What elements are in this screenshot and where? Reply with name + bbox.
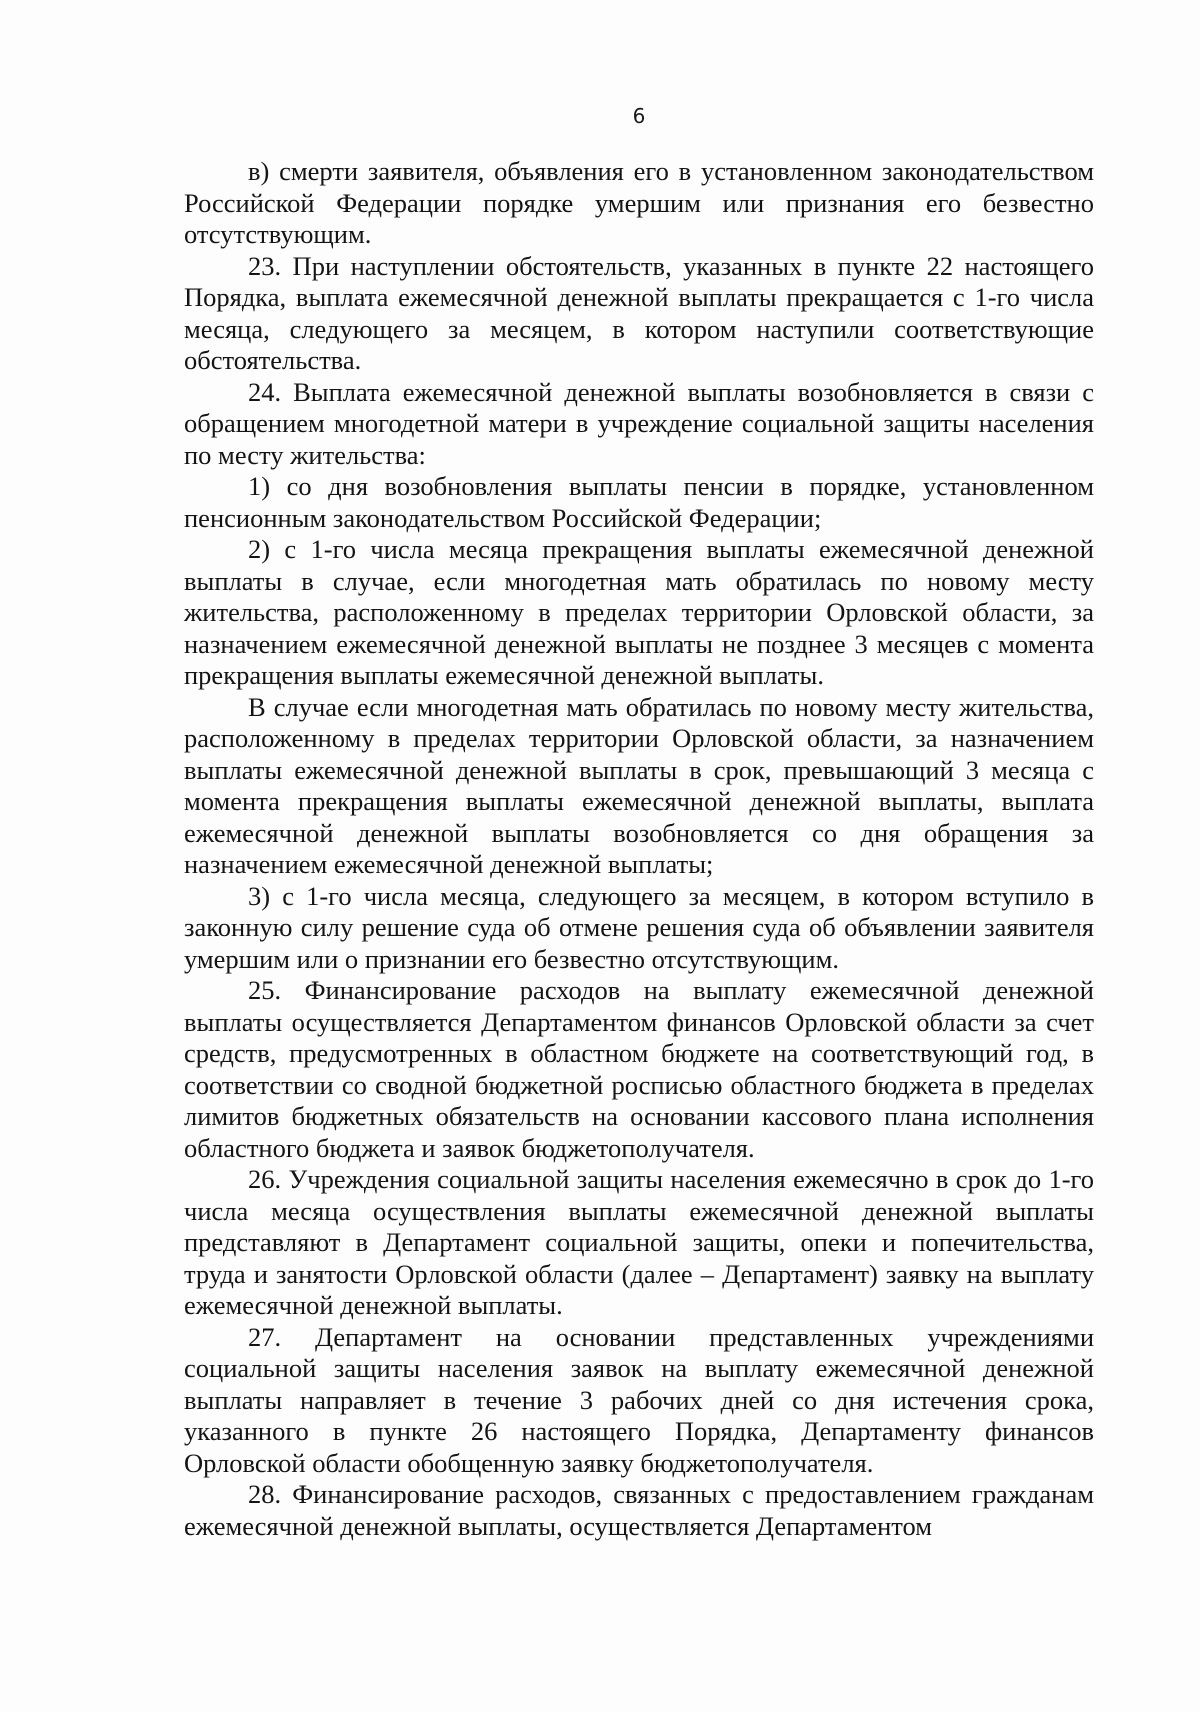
paragraph-24-item-2: 2) с 1-го числа месяца прекращения выплаты ежемесячной денежной выплаты в случае, если многодетная мать обратилась по новому месту жительства, расположенному в пределах территории Орловской области, за назначением ежемесячной денежной выплаты не позднее 3 месяцев с момента прекращения выплаты ежемесячной денежной выплаты.	[184, 534, 1094, 690]
document-body	[184, 156, 1094, 1542]
paragraph-23: 23. При наступлении обстоятельств, указанных в пункте 22 настоящего Порядка, выплата ежемесячной денежной выплаты прекращается с 1-го числа месяца, следующего за месяцем, в котором наступили соответствующие обстоятельства.	[184, 250, 1094, 375]
paragraph-25: 25. Финансирование расходов на выплату ежемесячной денежной выплаты осуществляется Департаментом финансов Орловской области за счет средств, предусмотренных в областном бюджете на соответствующий год, в соответствии со сводной бюджетной росписью областного бюджета в пределах лимитов бюджетных обязательств на основании кассового плана исполнения областного бюджета и заявок бюджетополучателя.	[184, 975, 1094, 1163]
paragraph-28: 28. Финансирование расходов, связанных с предоставлением гражданам ежемесячной денежной выплаты, осуществляется Департаментом	[184, 1479, 1094, 1541]
paragraph-26: 26. Учреждения социальной защиты населения ежемесячно в срок до 1-го числа месяца осуществления выплаты ежемесячной денежной выплаты представляют в Департамент социальной защиты, опеки и попечительства, труда и занятости Орловской области (далее – Департамент) заявку на выплату ежемесячной денежной выплаты.	[184, 1164, 1094, 1320]
paragraph-27: 27. Департамент на основании представленных учреждениями социальной защиты населения заявок на выплату ежемесячной денежной выплаты направляет в течение 3 рабочих дней со дня истечения срока, указанного в пункте 26 настоящего Порядка, Департаменту финансов Орловской области обобщенную заявку бюджетополучателя.	[184, 1321, 1094, 1478]
paragraph-24: 24. Выплата ежемесячной денежной выплаты возобновляется в связи с обращением многодетной матери в учреждение социальной защиты населения по месту жительства:	[184, 376, 1094, 470]
paragraph-24-item-2-note: В случае если многодетная мать обратилась по новому месту жительства, расположенному в пределах территории Орловской области, за назначением выплаты ежемесячной денежной выплаты в срок, превышающий 3 месяца с момента прекращения выплаты ежемесячной денежной выплаты, выплата ежемесячной денежной выплаты возобновляется со дня обращения за назначением ежемесячной денежной выплаты;	[184, 691, 1094, 879]
paragraph-24-item-3: 3) с 1-го числа месяца, следующего за месяцем, в котором вступило в законную силу решение суда об отмене решения суда об объявлении заявителя умершим или о признании его безвестно отсутствующим.	[184, 880, 1094, 974]
paragraph-clause-v: в) смерти заявителя, объявления его в установленном законодательством Российской Федерации порядке умершим или признания его безвестно отсутствующим.	[184, 156, 1094, 249]
paragraph-24-item-1: 1) со дня возобновления выплаты пенсии в порядке, установленном пенсионным законодательством Российской Федерации;	[184, 471, 1094, 533]
page-number: 6	[632, 104, 646, 128]
